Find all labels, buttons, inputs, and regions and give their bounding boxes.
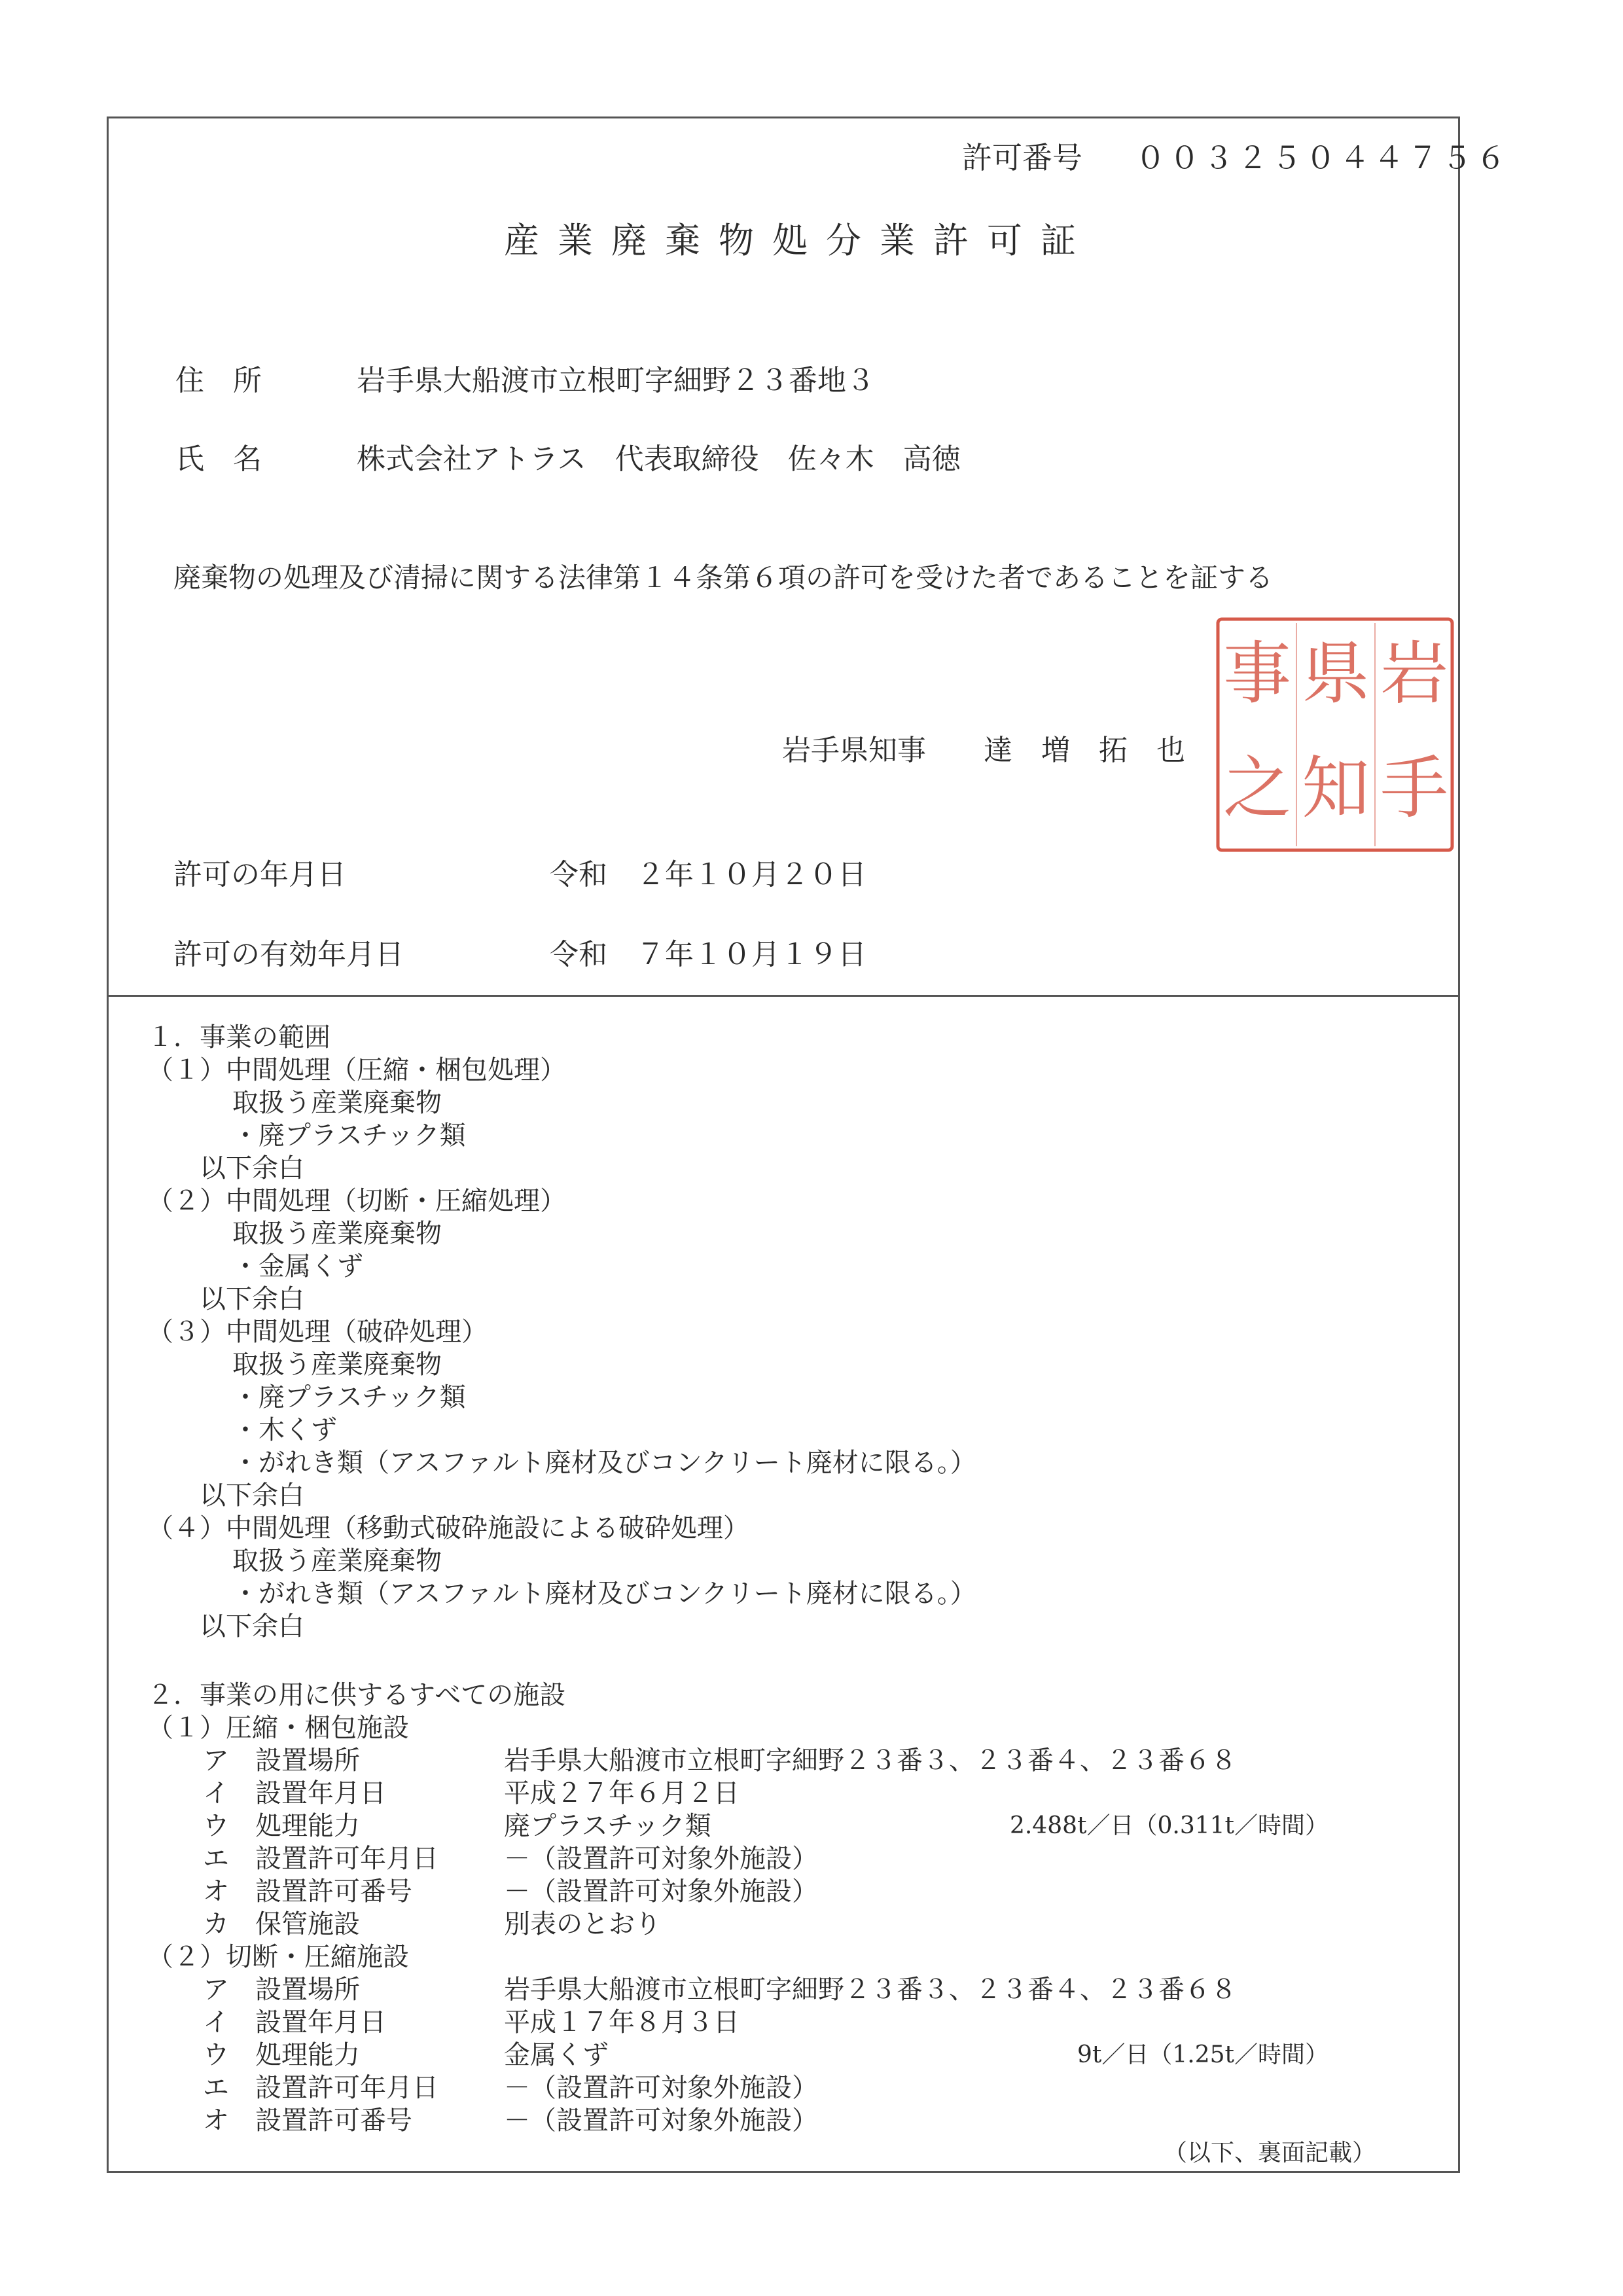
- address-value: 岩手県大船渡市立根町字細野２３番地３: [357, 364, 875, 397]
- waste-type: ・がれき類（アスファルト廃材及びコンクリート廃材に限る。）: [232, 1579, 976, 1609]
- continued-on-back-note: （以下、裏面記載）: [1164, 2140, 1376, 2166]
- svg-text:岩: 岩: [1380, 634, 1449, 713]
- facility-field-value: 別表のとおり: [504, 1909, 661, 1939]
- svg-text:県: 県: [1301, 634, 1370, 713]
- processing-capacity: 9t／日（1.25t／時間）: [1077, 2041, 1329, 2068]
- scope-heading: １．事業の範囲: [147, 1022, 330, 1052]
- scope-item-subheading: 取扱う産業廃棄物: [232, 1219, 442, 1249]
- expiry-date-value: 令和 ７年１０月１９日: [550, 938, 866, 971]
- facility-field-label: エ 設置許可年月日: [203, 2073, 438, 2103]
- svg-text:知: 知: [1301, 748, 1370, 828]
- facility-field-label: ア 設置場所: [203, 1975, 360, 2005]
- business-scope-section: [147, 1021, 976, 1643]
- svg-text:事: 事: [1222, 634, 1292, 713]
- facility-field-value: 岩手県大船渡市立根町字細野２３番３、２３番４、２３番６８: [504, 1746, 1237, 1776]
- facility-field-value: 岩手県大船渡市立根町字細野２３番３、２３番４、２３番６８: [504, 1975, 1237, 2005]
- scope-item-subheading: 取扱う産業廃棄物: [232, 1350, 442, 1380]
- facility-field-value: －（設置許可対象外施設）: [504, 1876, 818, 1907]
- facility-field-label: ウ 処理能力: [203, 1811, 360, 1841]
- svg-text:之: 之: [1222, 748, 1292, 828]
- scope-item-title: （２）中間処理（切断・圧縮処理）: [147, 1186, 566, 1216]
- facility-field-value: 平成２７年６月２日: [504, 1778, 740, 1808]
- facility-field-label: カ 保管施設: [203, 1909, 360, 1939]
- waste-type: ・廃プラスチック類: [232, 1382, 466, 1412]
- issue-date-label: 許可の年月日: [173, 858, 346, 891]
- name-value: 株式会社アトラス 代表取締役 佐々木 高徳: [357, 442, 961, 476]
- facility-field-label: イ 設置年月日: [203, 2007, 386, 2037]
- section-divider: [107, 995, 1460, 997]
- waste-type: ・がれき類（アスファルト廃材及びコンクリート廃材に限る。）: [232, 1448, 976, 1478]
- scope-item-subheading: 取扱う産業廃棄物: [232, 1088, 442, 1118]
- facility-field-label: エ 設置許可年月日: [203, 1844, 438, 1874]
- blank-below-note: 以下余白: [200, 1480, 304, 1511]
- scope-item-title: （３）中間処理（破砕処理）: [147, 1317, 488, 1347]
- facility-field-label: ア 設置場所: [203, 1746, 360, 1776]
- facility-field-label: ウ 処理能力: [203, 2040, 360, 2070]
- waste-type: ・金属くず: [232, 1251, 363, 1282]
- scope-item-subheading: 取扱う産業廃棄物: [232, 1546, 442, 1576]
- facility-field-value: －（設置許可対象外施設）: [504, 1844, 818, 1874]
- scope-item-title: （４）中間処理（移動式破砕施設による破砕処理）: [147, 1513, 749, 1543]
- blank-below-note: 以下余白: [200, 1611, 304, 1641]
- facility-field-value: －（設置許可対象外施設）: [504, 2106, 818, 2136]
- issuer: 岩手県知事 達 増 拓 也: [782, 734, 1185, 767]
- governor-seal-stamp: [1214, 615, 1456, 854]
- name-label: 氏 名: [175, 442, 262, 476]
- facility-field-value: 平成１７年８月３日: [504, 2007, 740, 2037]
- svg-text:手: 手: [1380, 748, 1449, 828]
- waste-type: ・廃プラスチック類: [232, 1121, 466, 1151]
- facility-field-value: －（設置許可対象外施設）: [504, 2073, 818, 2103]
- certificate-title: 産業廃棄物処分業許可証: [504, 220, 1094, 261]
- facility-field-label: オ 設置許可番号: [203, 2106, 412, 2136]
- facility-field-label: オ 設置許可番号: [203, 1876, 412, 1907]
- blank-below-note: 以下余白: [200, 1153, 304, 1183]
- waste-type: ・木くず: [232, 1415, 337, 1445]
- facility-field-value: 金属くず: [504, 2040, 609, 2070]
- certification-statement: 廃棄物の処理及び清掃に関する法律第１４条第６項の許可を受けた者であることを証する: [173, 562, 1274, 594]
- blank-below-note: 以下余白: [200, 1284, 304, 1314]
- permit-number: ００３２５０４４７５６: [1135, 140, 1510, 175]
- address-label: 住 所: [175, 364, 262, 397]
- facility-field-value: 廃プラスチック類: [504, 1811, 711, 1841]
- expiry-date-label: 許可の有効年月日: [173, 938, 404, 971]
- processing-capacity: 2.488t／日（0.311t／時間）: [1009, 1812, 1329, 1839]
- issue-date-value: 令和 ２年１０月２０日: [550, 858, 866, 891]
- facility-field-label: イ 設置年月日: [203, 1778, 386, 1808]
- scope-item-title: （１）中間処理（圧縮・梱包処理）: [147, 1055, 566, 1085]
- permit-number-label: 許可番号: [962, 140, 1082, 175]
